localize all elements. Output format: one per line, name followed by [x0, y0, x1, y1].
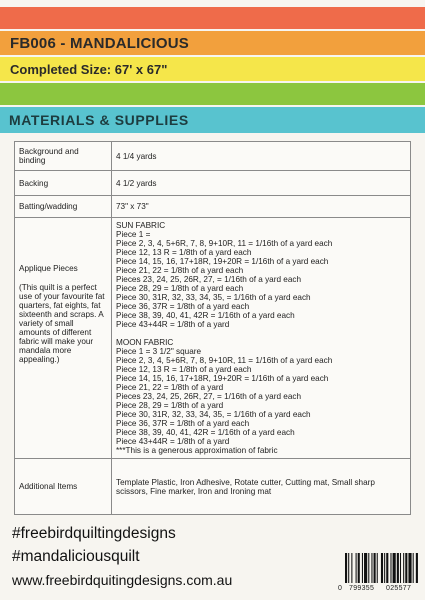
row-value: 73" x 73": [112, 196, 411, 218]
sun-fabric-line: Piece 30, 31R, 32, 33, 34, 35, = 1/16th of a yard each: [116, 293, 311, 302]
sun-fabric-line: Piece 14, 15, 16, 17+18R, 19+20R = 1/16th of a yard each: [116, 257, 329, 266]
row-label: Additional Items: [15, 459, 112, 515]
moon-fabric-line: Piece 28, 29 = 1/8th of a yard: [116, 401, 224, 410]
moon-fabric-line: Piece 43+44R = 1/8th of a yard: [116, 437, 230, 446]
row-label: Batting/wadding: [15, 196, 112, 218]
sun-fabric-line: Piece 28, 29 = 1/8th of a yard each: [116, 284, 244, 293]
sun-fabric-line: Piece 2, 3, 4, 5+6R, 7, 8, 9+10R, 11 = 1/16th of a yard each: [116, 239, 333, 248]
sun-fabric-line: Piece 1 =: [116, 230, 151, 239]
completed-size: Completed Size: 67' x 67": [10, 61, 168, 77]
materials-table: [14, 141, 411, 515]
website-url: www.freebirdquitingdesigns.com.au: [12, 572, 233, 588]
hashtag-freebird: #freebirdquiltingdesigns: [12, 525, 176, 542]
moon-fabric-line: ***This is a generous approximation of fabric: [116, 446, 278, 455]
moon-fabric-list: [116, 338, 406, 455]
sun-fabric-line: Piece 21, 22 = 1/8th of a yard each: [116, 266, 244, 275]
barcode-left-digit: 0: [338, 585, 342, 592]
pattern-title: FB006 - MANDALICIOUS: [10, 34, 190, 52]
moon-fabric-line: Piece 2, 3, 4, 5+6R, 7, 8, 9+10R, 11 = 1/16th of a yard each: [116, 356, 333, 365]
sun-fabric-line: Piece 36, 37R = 1/8th of a yard each: [116, 302, 250, 311]
table-row: [15, 142, 411, 171]
row-label: Backing: [15, 171, 112, 196]
barcode: [338, 553, 420, 593]
stripe-green: [0, 83, 425, 105]
row-value: 4 1/2 yards: [112, 171, 411, 196]
moon-fabric-line: Piece 12, 13 R = 1/8th of a yard each: [116, 365, 252, 374]
table-row: [15, 218, 411, 459]
moon-fabric-line: Piece 14, 15, 16, 17+18R, 19+20R = 1/16th of a yard each: [116, 374, 329, 383]
moon-fabric-line: Piece 36, 37R = 1/8th of a yard each: [116, 419, 250, 428]
row-label: Background and binding: [15, 142, 112, 171]
moon-fabric-line: Piece 1 = 3 1/2" square: [116, 347, 202, 356]
table-row: [15, 171, 411, 196]
barcode-right-digits: 025577: [386, 585, 412, 592]
moon-fabric-line: Piece 38, 39, 40, 41, 42R = 1/16th of a yard each: [116, 428, 295, 437]
sun-fabric-line: Piece 43+44R = 1/8th of a yard: [116, 320, 230, 329]
row-label: [15, 218, 112, 459]
moon-fabric-line: Piece 30, 31R, 32, 33, 34, 35, = 1/16th of a yard each: [116, 410, 311, 419]
table-row: [15, 459, 411, 515]
section-title: MATERIALS & SUPPLIES: [9, 112, 189, 128]
sun-fabric-list: [116, 221, 406, 329]
sun-fabric-line: Pieces 23, 24, 25, 26R, 27, = 1/16th of a yard each: [116, 275, 302, 284]
table-row: [15, 196, 411, 218]
barcode-bars: [345, 553, 419, 583]
size-stripe: [0, 57, 425, 81]
sun-fabric-line: SUN FABRIC: [116, 221, 166, 230]
sun-fabric-line: Piece 38, 39, 40, 41, 42R = 1/16th of a yard each: [116, 311, 295, 320]
stripe-red: [0, 7, 425, 29]
section-stripe: [0, 107, 425, 133]
barcode-middle-digits: 799355: [349, 585, 375, 592]
moon-fabric-line: Pieces 23, 24, 25, 26R, 27, = 1/16th of a yard each: [116, 392, 302, 401]
sun-fabric-line: Piece 12, 13 R = 1/8th of a yard each: [116, 248, 252, 257]
row-value: 4 1/4 yards: [112, 142, 411, 171]
title-stripe: [0, 31, 425, 55]
row-value: Template Plastic, Iron Adhesive, Rotate cutter, Cutting mat, Small sharp scissors, Fine marker, Iron and Ironing mat: [112, 459, 411, 515]
applique-details: [112, 218, 411, 459]
moon-fabric-line: MOON FABRIC: [116, 338, 174, 347]
applique-note: (This quilt is a perfect use of your favourite fat quarters, fat eights, fat sixteenth and scraps. A variety of small amounts of different fabric will make your mandala more appealing.): [19, 283, 105, 364]
hashtag-mandalicious: #mandaliciousquilt: [12, 548, 140, 565]
applique-label: Applique Pieces: [19, 264, 78, 273]
moon-fabric-line: Piece 21, 22 = 1/8th of a yard: [116, 383, 224, 392]
